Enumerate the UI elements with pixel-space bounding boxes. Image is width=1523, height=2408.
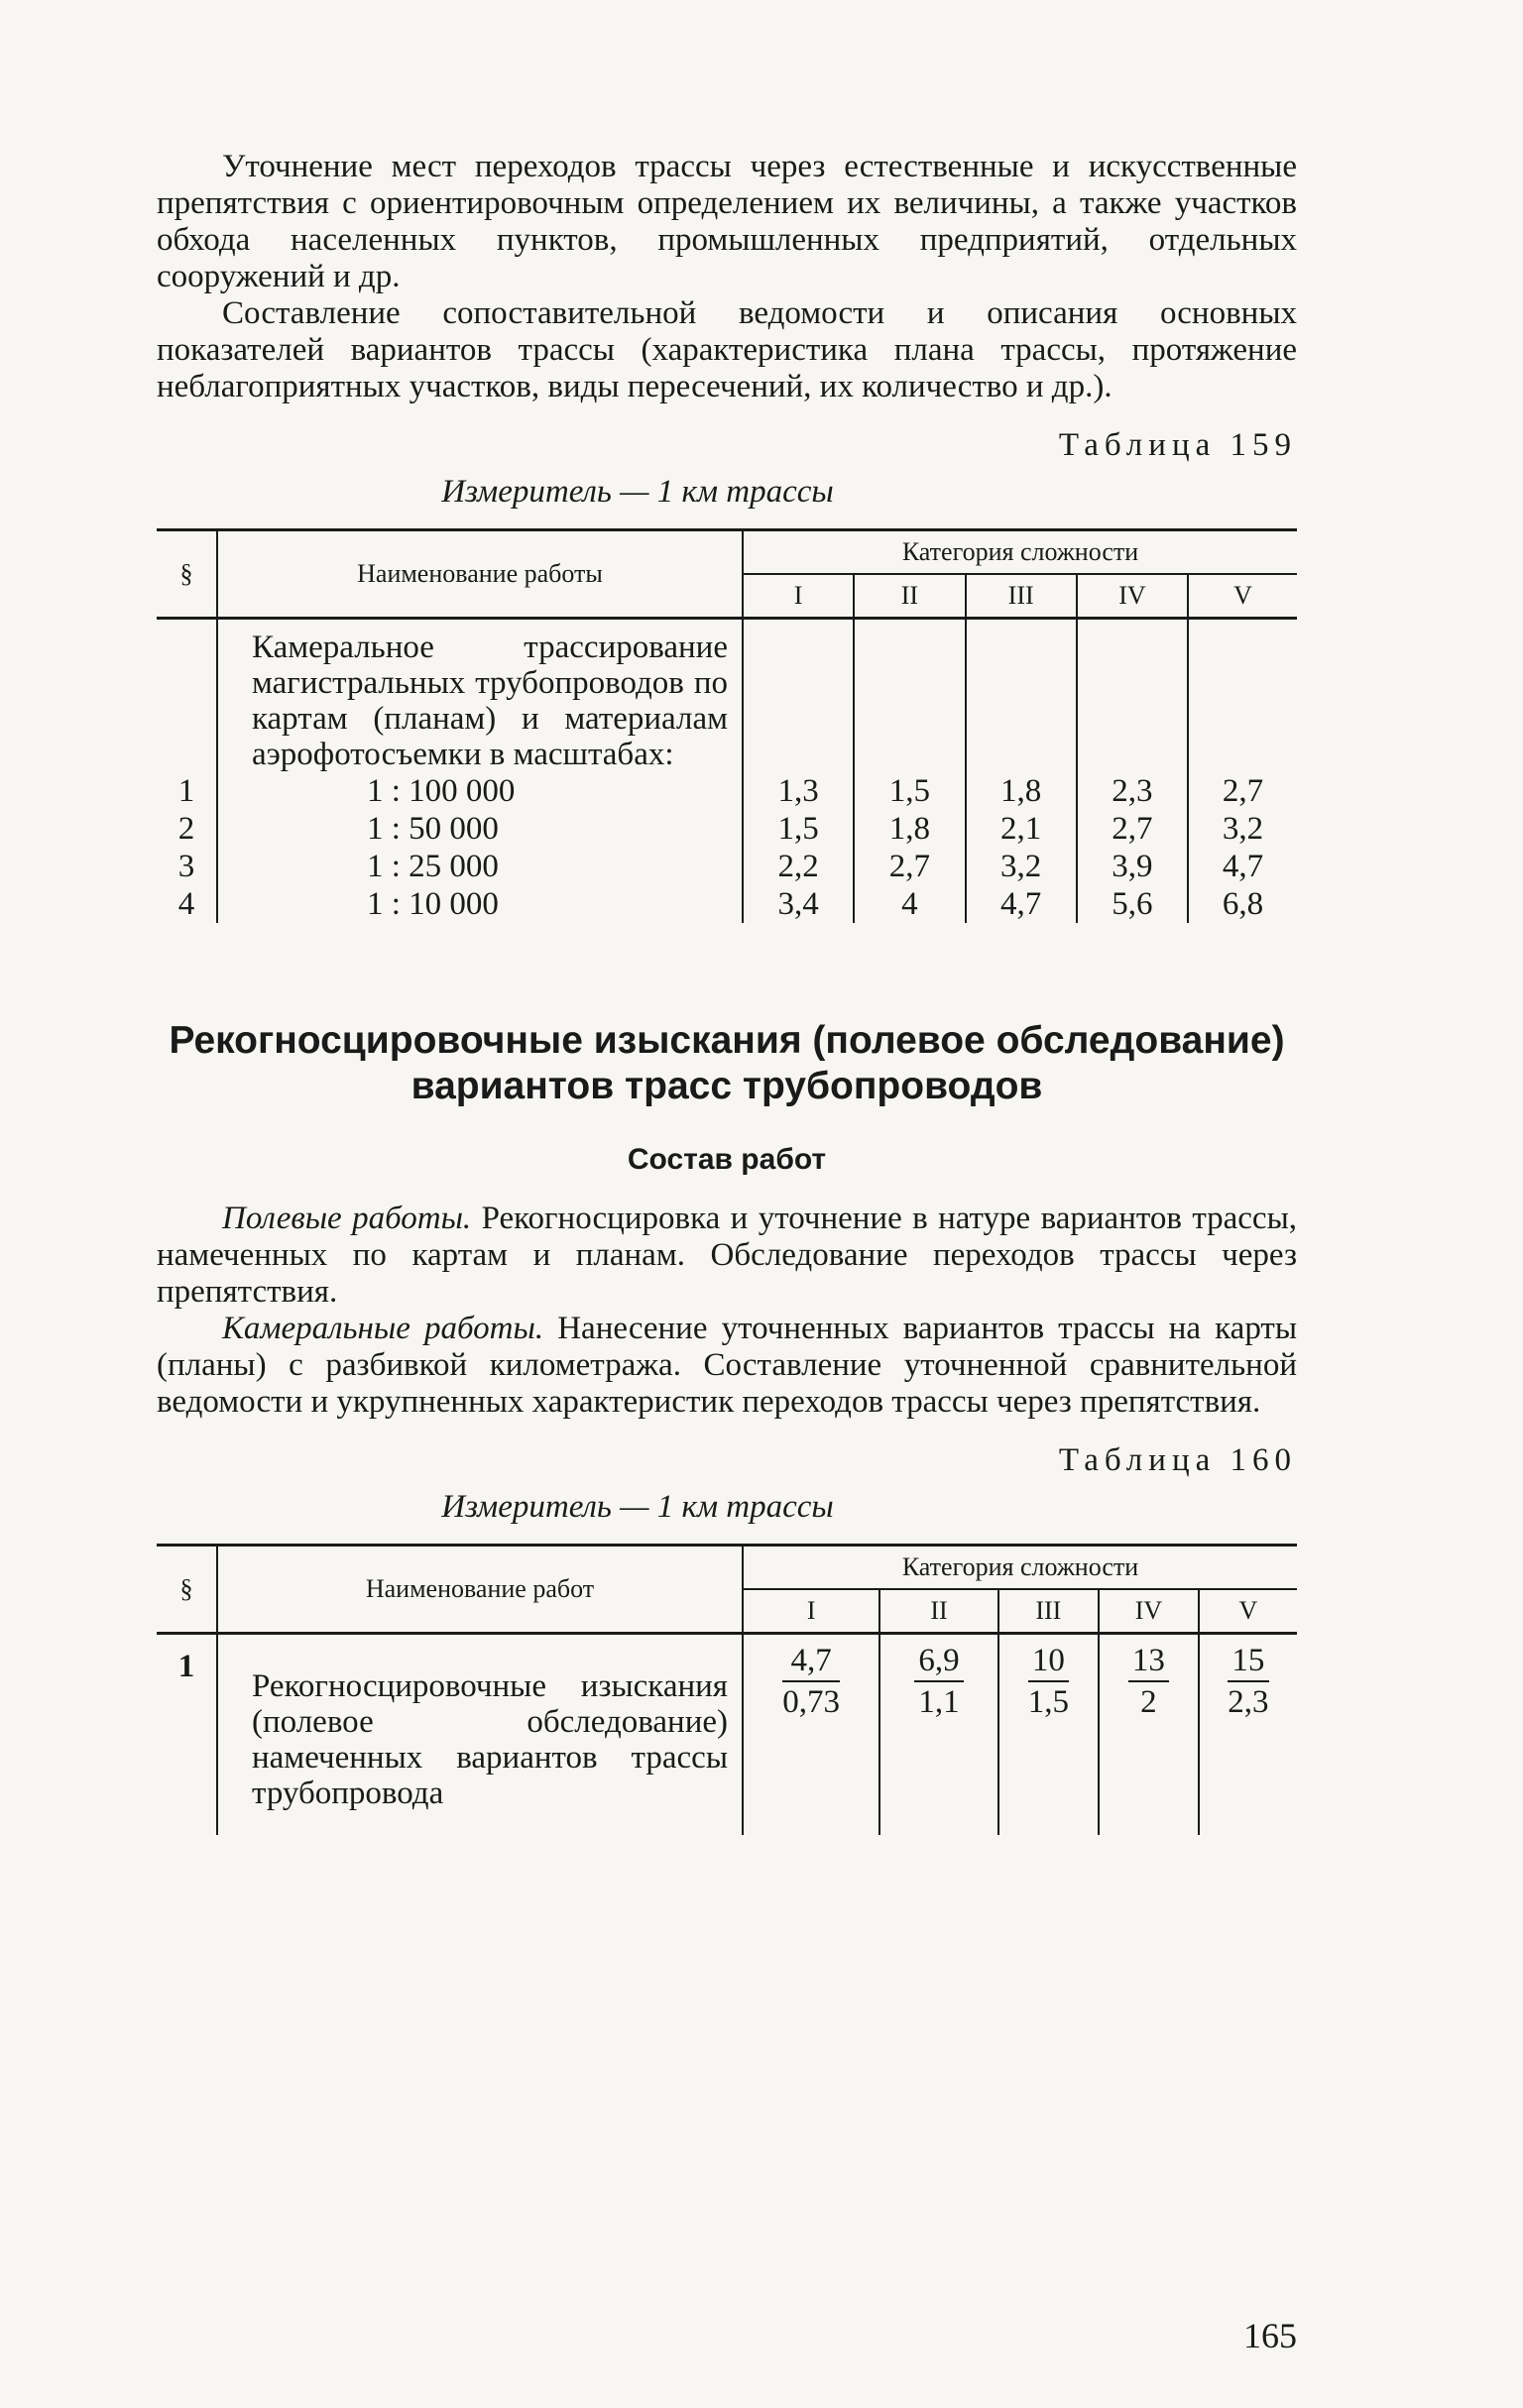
cell: 1,5 [743,810,854,848]
table-row [157,848,1297,885]
cell: 4 [854,885,965,923]
office-work-paragraph [157,1311,1297,1421]
row-number: 1 [157,772,217,810]
page-content [157,149,1297,1835]
fraction-bottom: 2,3 [1228,1684,1269,1720]
header-category: Категория сложности [743,1546,1297,1590]
cell: 2,1 [966,810,1077,848]
fraction-bottom: 2 [1140,1684,1157,1720]
fraction-cell [782,1643,840,1720]
header-col-1: I [743,1589,879,1634]
cell: 1,8 [966,772,1077,810]
header-name: Наименование работы [217,530,743,619]
row-scale: 1 : 25 000 [217,848,743,885]
cell: 2,2 [743,848,854,885]
header-col-3: III [966,574,1077,619]
header-col-4: IV [1099,1589,1199,1634]
cell: 3,4 [743,885,854,923]
header-name: Наименование работ [217,1546,743,1634]
section-heading-line-1: Рекогносцировочные изыскания (полевое обследование) [169,1019,1285,1062]
cell: 4,7 [1222,849,1264,884]
page-number: 165 [1243,2316,1297,2355]
header-col-2: II [879,1589,997,1634]
field-work-lead: Полевые работы. [222,1201,472,1236]
fraction-cell [1028,1643,1069,1720]
group-label: Камеральное трассирование магистральных трубопроводов по картам (планам) и материалам аэрофотосъемки в масштабах: [217,619,743,773]
cell: 2,7 [1077,810,1188,848]
header-col-4: IV [1077,574,1188,619]
table-160-caption: Таблица 160 [1058,1442,1297,1478]
fraction-top: 15 [1228,1643,1268,1682]
fraction-cell [914,1643,963,1720]
row-scale: 1 : 50 000 [217,810,743,848]
intro-paragraph-1: Уточнение мест переходов трассы через естественные и искусственные препятствия с ориентировочным определением их величины, а также участков обхода населенных пунктов, промышленных предприятий, отдельных сооружений и др. [157,149,1297,294]
fraction-top: 10 [1028,1643,1069,1682]
fraction-top: 4,7 [782,1643,840,1682]
row-scale: 1 : 100 000 [217,772,743,810]
table-160 [157,1544,1297,1835]
cell: 2,7 [1222,773,1264,809]
section-subheading: Состав работ [627,1143,827,1176]
field-work-paragraph [157,1201,1297,1311]
cell: 1,5 [854,772,965,810]
cell: 1,3 [743,772,854,810]
cell: 4,7 [966,885,1077,923]
office-work-text: Нанесение уточненных вариантов трассы на карты (планы) с разбивкой километража. Составление уточненной сравнительной ведомости и укрупненных характеристик переходов трассы через препятствия. [157,1311,1297,1420]
cell: 1,8 [854,810,965,848]
table-row [157,1634,1297,1836]
header-section: § [157,1546,217,1634]
row-number: 2 [157,810,217,848]
cell: 3,2 [1222,811,1264,847]
table-159 [157,528,1297,923]
office-work-lead: Камеральные работы. [222,1311,544,1346]
cell: 2,7 [854,848,965,885]
header-col-2: II [854,574,965,619]
field-work-text: Рекогносцировка и уточнение в натуре вариантов трассы, намеченных по картам и планам. Обследование переходов трассы через препятствия. [157,1201,1298,1310]
fraction-top: 13 [1128,1643,1169,1682]
table-row [157,772,1297,810]
header-col-1: I [743,574,854,619]
row-name: Рекогносцировочные изыскания (полевое обследование) намеченных вариантов трассы трубопровода [217,1634,743,1836]
header-col-3: III [998,1589,1099,1634]
table-159-measure: Измеритель — 1 км трассы [441,474,834,510]
fraction-bottom: 0,73 [782,1684,841,1720]
intro-paragraph-2: Составление сопоставительной ведомости и описания основных показателей вариантов трассы (характеристика плана трассы, протяжение неблагоприятных участков, виды пересечений, их количество и др.). [157,295,1297,404]
cell: 3,9 [1077,848,1188,885]
row-number: 1 [157,1634,217,1836]
table-row [157,810,1297,848]
row-number: 4 [157,885,217,923]
header-col-5: V [1238,1596,1258,1625]
cell: 5,6 [1077,885,1188,923]
cell: 6,8 [1222,886,1264,922]
header-col-5: V [1233,581,1252,610]
fraction-cell [1228,1643,1268,1720]
table-160-measure: Измеритель — 1 км трассы [441,1489,834,1525]
fraction-bottom: 1,1 [918,1684,960,1720]
table-159-caption: Таблица 159 [1058,427,1297,463]
cell: 2,3 [1077,772,1188,810]
fraction-bottom: 1,5 [1027,1684,1069,1720]
row-number: 3 [157,848,217,885]
fraction-top: 6,9 [914,1643,963,1682]
fraction-cell [1128,1643,1169,1720]
section-heading [157,1018,1297,1109]
cell: 3,2 [966,848,1077,885]
table-row [157,885,1297,923]
section-heading-line-2: вариантов трасс трубопроводов [410,1065,1043,1107]
header-section: § [157,530,217,619]
row-scale: 1 : 10 000 [217,885,743,923]
header-category: Категория сложности [743,530,1297,575]
